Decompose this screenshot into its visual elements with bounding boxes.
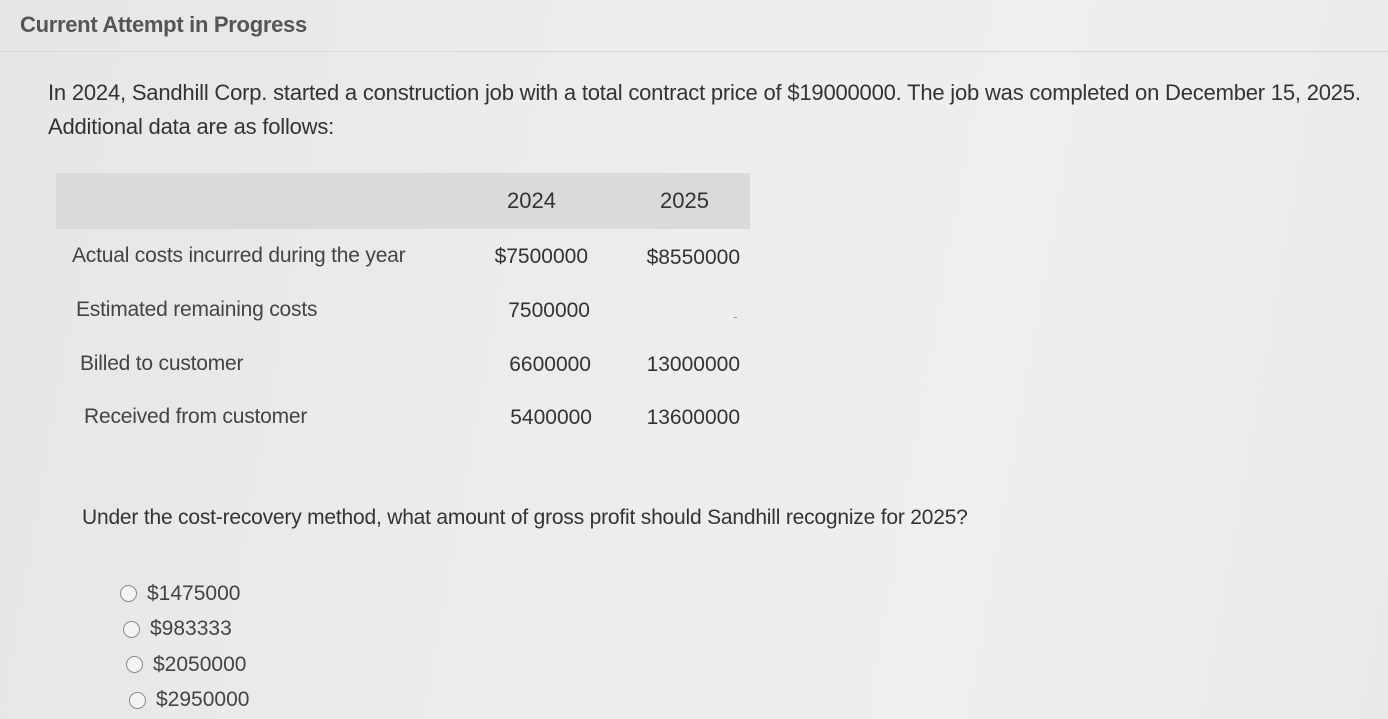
- answer-option-4[interactable]: [129, 683, 249, 719]
- answer-option-3[interactable]: [126, 647, 249, 683]
- page-title: Current Attempt in Progress: [20, 12, 307, 37]
- answer-options: [120, 576, 249, 718]
- cell-received-2025: 13600000: [646, 406, 740, 429]
- row-label-actual-costs: Actual costs incurred during the year: [72, 244, 406, 267]
- radio-button[interactable]: [129, 692, 146, 709]
- cell-actual-costs-2024: $7500000: [494, 245, 588, 268]
- cell-received-2024: 5400000: [510, 406, 592, 429]
- column-header-2024: 2024: [507, 188, 556, 213]
- cell-estimated-remaining-2025: -: [733, 308, 738, 324]
- table-header: [56, 173, 750, 229]
- header-bar: [0, 0, 1388, 52]
- problem-intro: In 2024, Sandhill Corp. started a construction job with a total contract price of $19000000. The job was completed on December 15, 2025. Additional data are as follows:: [48, 80, 1361, 139]
- answer-option-label: $1475000: [147, 581, 241, 605]
- row-label-billed: Billed to customer: [80, 352, 244, 375]
- answer-option-label: $2050000: [153, 652, 247, 676]
- answer-option-2[interactable]: [123, 612, 249, 648]
- answer-option-label: $983333: [150, 617, 232, 641]
- cell-estimated-remaining-2024: 7500000: [508, 299, 590, 322]
- row-label-estimated-remaining: Estimated remaining costs: [76, 298, 318, 321]
- column-header-2025: 2025: [660, 188, 709, 213]
- cell-billed-2024: 6600000: [509, 353, 591, 376]
- cell-billed-2025: 13000000: [646, 353, 740, 376]
- question-text: Under the cost-recovery method, what amount of gross profit should Sandhill recognize for 2025?: [82, 506, 968, 529]
- radio-button[interactable]: [123, 621, 140, 638]
- answer-option-label: $2950000: [156, 688, 250, 712]
- radio-button[interactable]: [120, 585, 137, 602]
- radio-button[interactable]: [126, 656, 143, 673]
- cell-actual-costs-2025: $8550000: [646, 246, 740, 269]
- answer-option-1[interactable]: [120, 576, 249, 612]
- row-label-received: Received from customer: [84, 405, 308, 428]
